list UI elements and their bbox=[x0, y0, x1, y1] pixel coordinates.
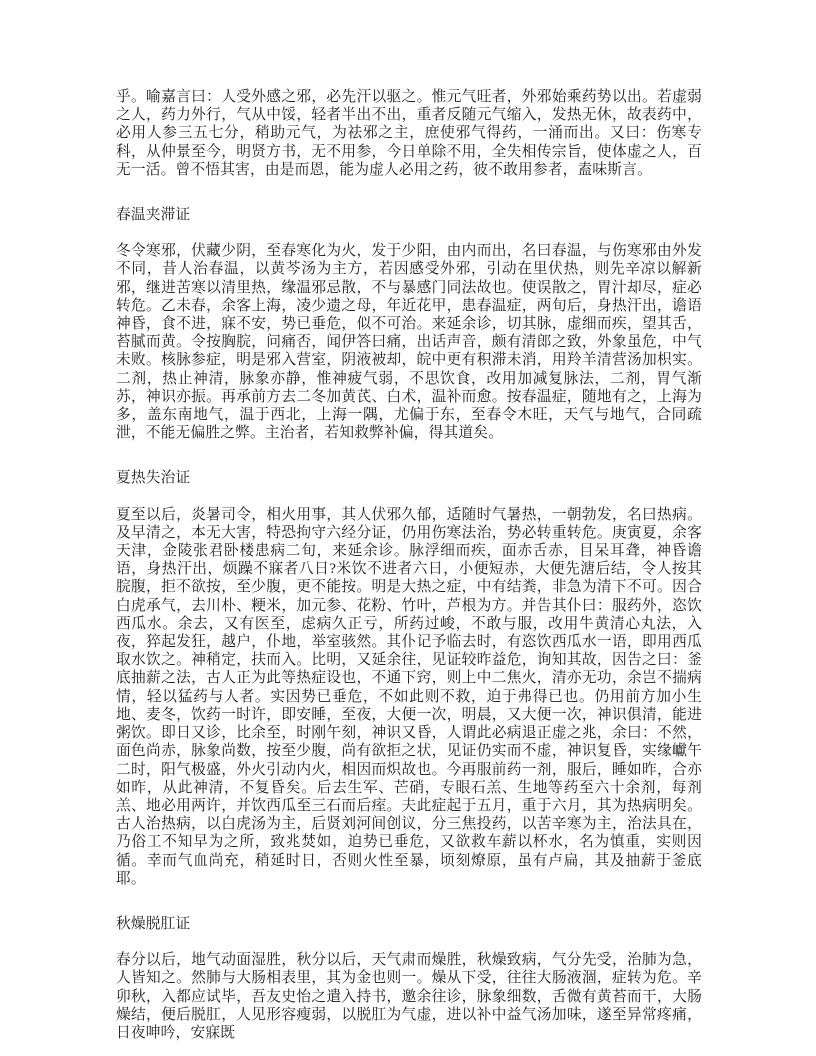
body-paragraph: 冬令寒邪，伏藏少阴，至春寒化为火，发于少阳，由内而出，名曰春温，与伤寒邪由外发不同，昔人治春温，以黄芩汤为主方，若因感受外邪，引动在里伏热，则先辛凉以解新邪，继进苦寒以清里热，缘温邪忌散，不与暴感门同法故也。使误散之，胃汁却尽，症必转危。乙未春，余客上海，凌少遗之母，年近花甲，患春温症，两旬后，身热汗出，谵语神昏，食不进，寐不安，势已垂危，似不可治。来延余诊，切其脉，虚细而疾，望其舌，苔腻而黄。令按胸脘，问痛否，闻伊答曰痛，出话声音，颇有清郎之致，外象虽危，中气未败。核脉参症，明是邪入营室，阴液被却，皖中更有积滞未消，用羚羊清营汤加枳实。二剂，热止神清，脉象亦静，惟神疲气弱，不思饮食，改用加减复脉法，二剂，胃气渐苏，神识亦振。再承前方去二冬加黄芪、白术，温补而愈。按春温症，随地有之，上海为多，盖东南地气，温于西北，上海一隅，尤偏于东，至春令木旺，天气与地气，合同疏泄，不能无偏胜之弊。主治者，若知救弊补偏，得其道矣。 bbox=[116, 243, 702, 442]
section-heading: 夏热失治证 bbox=[116, 470, 191, 487]
body-paragraph: 春分以后，地气动面湿胜，秋分以后，天气肃而燥胜，秋燥致病，气分先受，治肺为急，人皆知之。然肺与大肠相表里，其为金也则一。燥从下受，往往大肠液涸，症转为危。辛卯秋，入都应试毕，吾友史怡之遣入持书，邀余往诊，脉象细数，舌微有黄苔而干，大肠燥结，便后脱肛，人见形容瘦弱，以脱肛为气虚，进以补中益气汤加味，遂至异常疼痛，日夜呻吟，安寐既 bbox=[116, 952, 702, 1041]
section-summer-heat bbox=[116, 469, 702, 887]
body-paragraph: 夏至以后，炎暑司令，相火用事，其人伏邪久郁，适随时气暑热，一朝勃发，名曰热病。及早清之，本无大害，特恐拘守六经分证，仍用伤寒法治，势必转重转危。庚寅夏，余客天津，金陵张君卧楼患病二旬，来延余诊。脉浮细而疾，面赤舌赤，目呆耳聋，神昏谵语，身热汗出，烦躁不寐者八日?米饮不进者六日，小便短赤，大便先溏后结，令人按其脘腹，拒不欲按，至少腹，更不能按。明是大热之症，中有结粪，非急为清下不可。因合白虎承气，去川朴、粳米，加元参、花粉、竹叶，芦根为方。并告其仆曰：服药外，恣饮西瓜水。余去，又有医至，虑病久正亏，所药过峻，不敢与服，改用牛黄清心丸法，入夜，猝起发狂，越户，仆地，举室骇然。其仆记予临去时，有恣饮西瓜水一语，即用西瓜取水饮之。神稍定，扶而入。比明，又延余往，见证较昨益危，询知其故，因告之曰：釜底抽薪之法，古人正为此等热症设也，不通下窍，则上中二焦火，清亦无功，余岂不揣病情，轻以猛药与人者。实因势已垂危，不如此则不救，迫于弗得已也。仍用前方加小生地、麦冬，饮药一时许，即安睡，至夜，大便一次，明晨，又大便一次，神识俱清，能进粥饮。即日又诊，比余至，时刚午刻，神识又昏，人谓此必病退正虚之兆，余曰：不然，面色尚赤，脉象尚数，按至少腹，尚有欲拒之状，见证仍实而不虚，神识复昏，实缘巘午二时，阳气极盛，外火引动内火，相因而炽故也。今再服前药一剂，服后，睡如昨，合亦如昨，从此神清，不复昏矣。后去生军、芒硝，专眼石羔、生地等药至六十余剂，每剂羔、地必用两许，并饮西瓜至三石而后痓。夫此症起于五月，重于六月，其为热病明矣。古人治热病，以白虎汤为主，后贤刘河间创议，分三焦投药，以苦辛寒为主，治法具在，乃俗工不知早为之所，致兆焚如，迫势已垂危，又欲救车薪以杯水，名为慎重，实则因循。幸而气血尚充，稍延时日，否则火性至暴，顷刻燎原，虽有卢扁，其及抽薪于釜底耶。 bbox=[116, 506, 702, 887]
section-continuation bbox=[116, 88, 702, 179]
section-spring-warmth bbox=[116, 206, 702, 442]
section-autumn-dryness bbox=[116, 915, 702, 1042]
body-paragraph: 乎。喻嘉言曰：人受外感之邪，必先汗以驱之。惟元气旺者，外邪始乘药势以出。若虚弱之人，药力外行，气从中馁，轻者半出不出，重者反随元气缩入，发热无休，故表药中，必用人参三五七分，稍助元气，为祛邪之主，庶使邪气得药，一涌而出。又曰：伤寒专科，从仲景至今，明贤方书，无不用参，今日单除不用，全失相传宗旨，使体虚之人，百无一活。曾不悟其害，由是而恩，能为虚人必用之药，彼不敢用参者，盍味斯言。 bbox=[116, 89, 702, 178]
section-heading: 春温夹滞证 bbox=[116, 207, 191, 224]
section-heading: 秋燥脱肛证 bbox=[116, 915, 191, 932]
